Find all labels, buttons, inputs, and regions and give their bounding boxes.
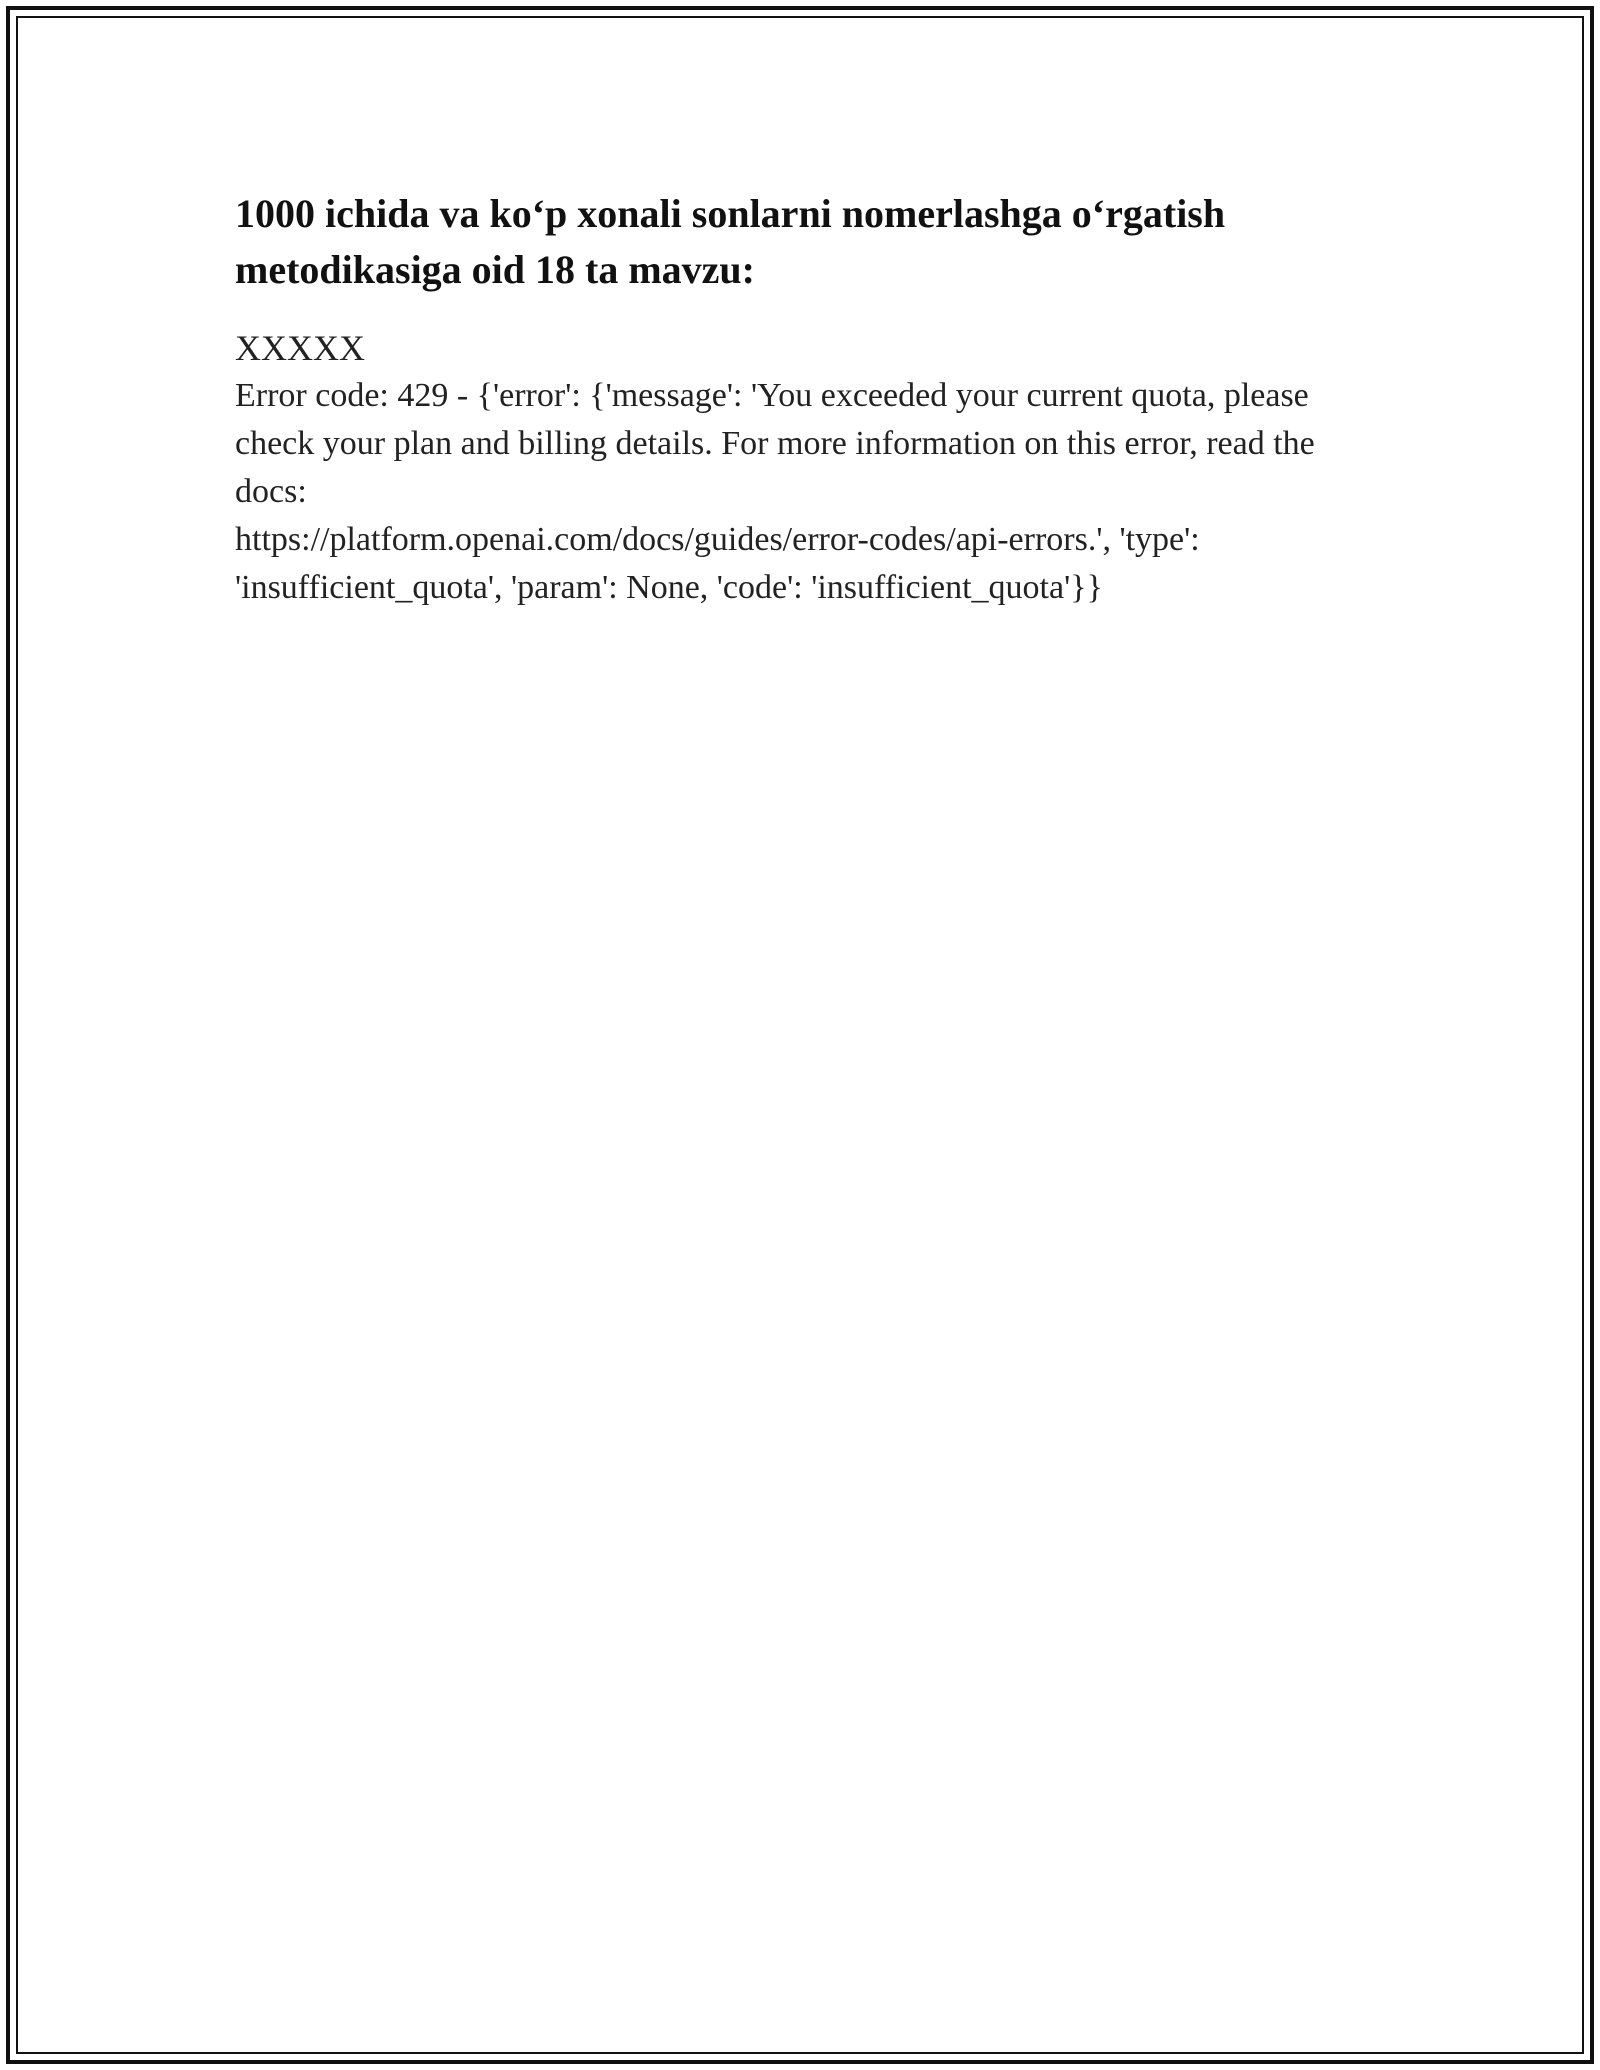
document-title: 1000 ichida va ko‘p xonali sonlarni nomerlashga o‘rgatish metodikasiga oid 18 ta mavzu: [235, 191, 1226, 292]
error-message: Error code: 429 - {'error': {'message': 'You exceeded your current quota, please check your plan and billing details. For more information on this error, read the docs: https://platform.openai.com/docs/guides/error-codes/api-errors.', 'type': 'insufficient_quota', 'param': None, 'code': 'insufficient_quota'}} [235, 377, 1315, 606]
placeholder-text: XXXXX [235, 328, 365, 368]
document-content [235, 186, 1335, 612]
